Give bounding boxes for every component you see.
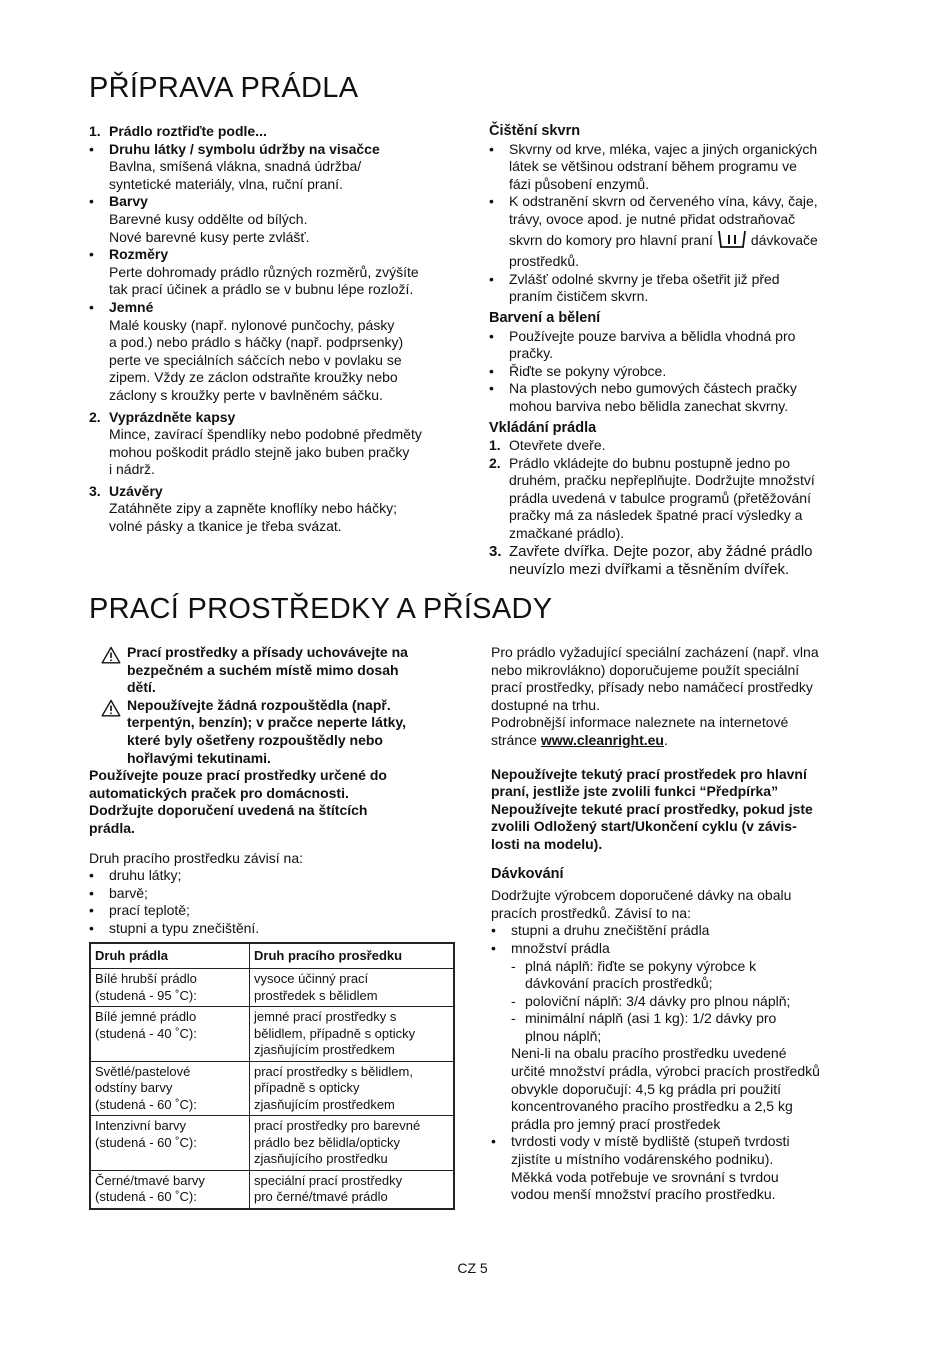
dyeing-bleaching-heading: Barvení a bělení	[489, 309, 601, 326]
laundry-type-cell: Intenzivní barvy (studená - 60 ˚C):	[90, 1116, 250, 1171]
stain-bullet-2: • K odstranění skvrn od červeného vína, kávy, čaje, trávy, ovoce apod. je nutné přidat odstraňovač skvrn do komory pro hlavní praní dávkovače prostředků.	[489, 193, 818, 270]
laundry-type-cell: Světlé/pastelové odstíny barvy (studená - 60 ˚C):	[90, 1061, 250, 1116]
sort-criterion-item: • Jemné Malé kousky (např. nylonové punčochy, pásky a pod.) nebo prádlo s háčky (např. podprsenky) perte ve speciálních sáčcích nebo v povlaku se zipem. Vždy ze záclon odstraňte kroužky nebo záclony s kroužky perte v bavlněném sáčku.	[89, 299, 464, 405]
table-row	[90, 1061, 454, 1116]
sort-criterion-title: Druhu látky / symbolu údržby na visačce	[109, 140, 380, 157]
stain-bullet-3: • Zvlášť odolné skvrny je třeba ošetřit již před praním čističem skvrn.	[489, 270, 780, 305]
sort-criterion-title: Barvy	[109, 193, 148, 210]
section-title-laundry-prep: PŘÍPRAVA PRÁDLA	[89, 72, 359, 104]
list-item: • druhu látky;	[89, 867, 182, 884]
warning-triangle-icon	[101, 699, 121, 717]
laundry-type-cell: Černé/tmavé barvy (studená - 60 ˚C):	[90, 1170, 250, 1209]
more-info-paragraph: Podrobnější informace naleznete na internetové stránce www.cleanright.eu.	[491, 714, 789, 748]
dosing-bullet-amount: • množství prádla	[491, 939, 610, 956]
cleanright-link[interactable]: www.cleanright.eu	[540, 731, 664, 748]
dyeing-bullet-2: • Řiďte se pokyny výrobce.	[489, 362, 667, 379]
detergent-depends-intro: Druh pracího prostředku závisí na:	[89, 849, 303, 866]
dyeing-bullet-3: • Na plastových nebo gumových částech pračky mohou barviva nebo bělidla zanechat skvrny.	[489, 380, 797, 414]
list-item: • barvě;	[89, 884, 148, 901]
page-number: CZ 5	[457, 1260, 488, 1276]
load-size-item: - minimální náplň (asi 1 kg): 1/2 dávky pro plnou náplň;	[511, 1010, 777, 1044]
loading-step-3: 3. Zavřete dvířka. Dejte pozor, aby žádné prádlo neuvízlo mezi dvířkami a těsněním dvířek.	[489, 542, 813, 578]
fasteners-heading: Uzávěry	[109, 482, 163, 499]
table-row	[90, 1116, 454, 1171]
laundry-prep-left-column	[89, 123, 464, 536]
table-header: Druh prádla	[90, 943, 250, 969]
dosing-bullet-soil: • stupni a druhu znečištění prádla	[491, 922, 710, 939]
laundry-type-cell: Bílé hrubší prádlo (studená - 95 ˚C):	[90, 969, 250, 1007]
list-item: • stupni a typu znečištění.	[89, 919, 260, 936]
stain-removal-heading: Čištění skvrn	[489, 123, 581, 139]
dosing-heading: Dávkování	[491, 865, 564, 882]
dosing-intro: Dodržujte výrobcem doporučené dávky na obalu pracích prostředků. Závisí to na:	[491, 887, 792, 921]
sort-laundry-item: 1. Prádlo roztřiďte podle...	[89, 123, 464, 141]
laundry-type-cell: Bílé jemné prádlo (studená - 40 ˚C):	[90, 1007, 250, 1062]
dosing-bullet-hardness: • tvrdosti vody v místě bydliště (stupeň tvrdosti zjistíte u místního vodárenského podniku). Měkká voda potřebuje ve srovnání s tvrdou vodou menší množství pracího prostředku.	[491, 1133, 790, 1203]
loading-laundry-heading: Vkládání prádla	[489, 419, 597, 436]
list-item: • prací teplotě;	[89, 902, 190, 919]
laundry-prep-right-column	[489, 123, 869, 579]
sort-criterion-title: Jemné	[109, 298, 154, 315]
table-header-row	[90, 943, 454, 969]
load-size-item: - poloviční náplň: 3/4 dávky pro plnou náplň;	[511, 992, 791, 1009]
detergent-type-cell: prací prostředky pro barevné prádlo bez bělidla/opticky zjasňujícího prostředku	[250, 1116, 455, 1171]
table-row	[90, 1170, 454, 1209]
detergents-right-column	[491, 644, 871, 1204]
dyeing-bullet-1: • Používejte pouze barviva a bělidla vhodná pro pračky.	[489, 327, 796, 362]
loading-step-2: 2. Prádlo vkládejte do bubnu postupně jedno po druhém, pračku nepřeplňujte. Dodržujte množství prádla uvedená v tabulce programů (přetěžování pračky má za následek špatné prací výsledky a zmačkané prádlo).	[489, 454, 815, 542]
table-header: Druh pracího prosředku	[250, 943, 455, 969]
section-title-detergents: PRACÍ PROSTŘEDKY A PŘÍSADY	[89, 593, 553, 625]
dosing-no-amount-note: Neni-li na obalu pracího prostředku uvedené určité množství prádla, výrobci pracích prostředků obvykle doporučují: 4,5 kg prádla pri použití koncentrovaného pracího prostředku a 2,5 kg prádla pro jemný prací prostředek	[511, 1045, 820, 1132]
storage-warning: Prací prostředky a přísady uchovávejte na bezpečném a suchém místě mimo dosah dětí.	[89, 644, 461, 697]
detergent-type-table	[89, 942, 455, 1210]
detergent-type-cell: prací prostředky s bělidlem, případně s opticky zjasňujícím prostředkem	[250, 1061, 455, 1116]
detergent-type-cell: vysoce účinný prací prostředek s bělidlem	[250, 969, 455, 1007]
sort-criterion-item: • Barvy Barevné kusy oddělte od bílých. Nové barevné kusy perte zvlášť.	[89, 193, 464, 246]
fasteners-text: Zatáhněte zipy a zapněte knoflíky nebo háčky; volné pásky a tkanice je třeba svázat.	[109, 500, 397, 535]
load-size-item: - plná náplň: řiďte se pokyny výrobce k dávkování pracích prostředků;	[511, 957, 757, 992]
empty-pockets-item: 2. Vyprázdněte kapsy	[89, 409, 464, 427]
stain-bullet-1: • Skvrny od krve, mléka, vajec a jiných organických látek se většinou odstraní během programu ve fázi působení enzymů.	[489, 140, 818, 192]
detergent-type-cell: speciální prací prostředky pro černé/tmavé prádlo	[250, 1170, 455, 1209]
sort-criterion-title: Rozměry	[109, 246, 169, 263]
empty-pockets-text: Mince, zavírací špendlíky nebo podobné předměty mohou poškodit prádlo stejně jako buben pračky i nádrž.	[109, 426, 422, 478]
sort-laundry-heading: Prádlo roztřiďte podle...	[109, 123, 267, 139]
table-row	[90, 1007, 454, 1062]
special-care-paragraph: Pro prádlo vyžadující speciální zacházení (např. vlna nebo mikrovlákno) doporučujeme použít speciální prací prostředky, přísady nebo namáčecí prostředky dostupné na trhu.	[491, 644, 819, 713]
sort-criterion-item: • Druhu látky / symbolu údržby na visačce Bavlna, smíšená vlákna, snadná údržba/ syntetické materiály, vlna, ruční praní.	[89, 141, 464, 194]
solvent-warning: Nepoužívejte žádná rozpouštědla (např. terpentýn, benzín); v pračce neperte látky, které byly ošetřeny rozpouštědly nebo hořlavými tekutinami.	[89, 697, 461, 767]
liquid-detergent-note: Nepoužívejte tekutý prací prostředek pro hlavní praní, jestliže jste zvolili funkci “Předpírka” Nepoužívejte tekuté prací prostředky, pokud jste zvolili Odložený start/Ukončení cyklu (v závis- losti na modelu).	[491, 765, 813, 852]
empty-pockets-heading: Vyprázdněte kapsy	[109, 408, 236, 425]
table-row	[90, 969, 454, 1007]
detergent-type-cell: jemné prací prostředky s bělidlem, případně s opticky zjasňujícím prostředkem	[250, 1007, 455, 1062]
detergents-left-column	[89, 644, 461, 1210]
fasteners-item: 3. Uzávěry	[89, 483, 464, 501]
loading-step-1: 1. Otevřete dveře.	[489, 437, 606, 454]
warning-triangle-icon	[101, 646, 121, 664]
household-detergent-note: Používejte pouze prací prostředky určené do automatických praček pro domácnosti. Dodržujte doporučení uvedená na štítcích prádla.	[89, 767, 387, 836]
sort-criterion-item: • Rozměry Perte dohromady prádlo různých rozměrů, zvýšíte tak prací účinek a prádlo se v bubnu lépe rozloží.	[89, 246, 464, 299]
main-wash-compartment-icon	[717, 229, 747, 254]
